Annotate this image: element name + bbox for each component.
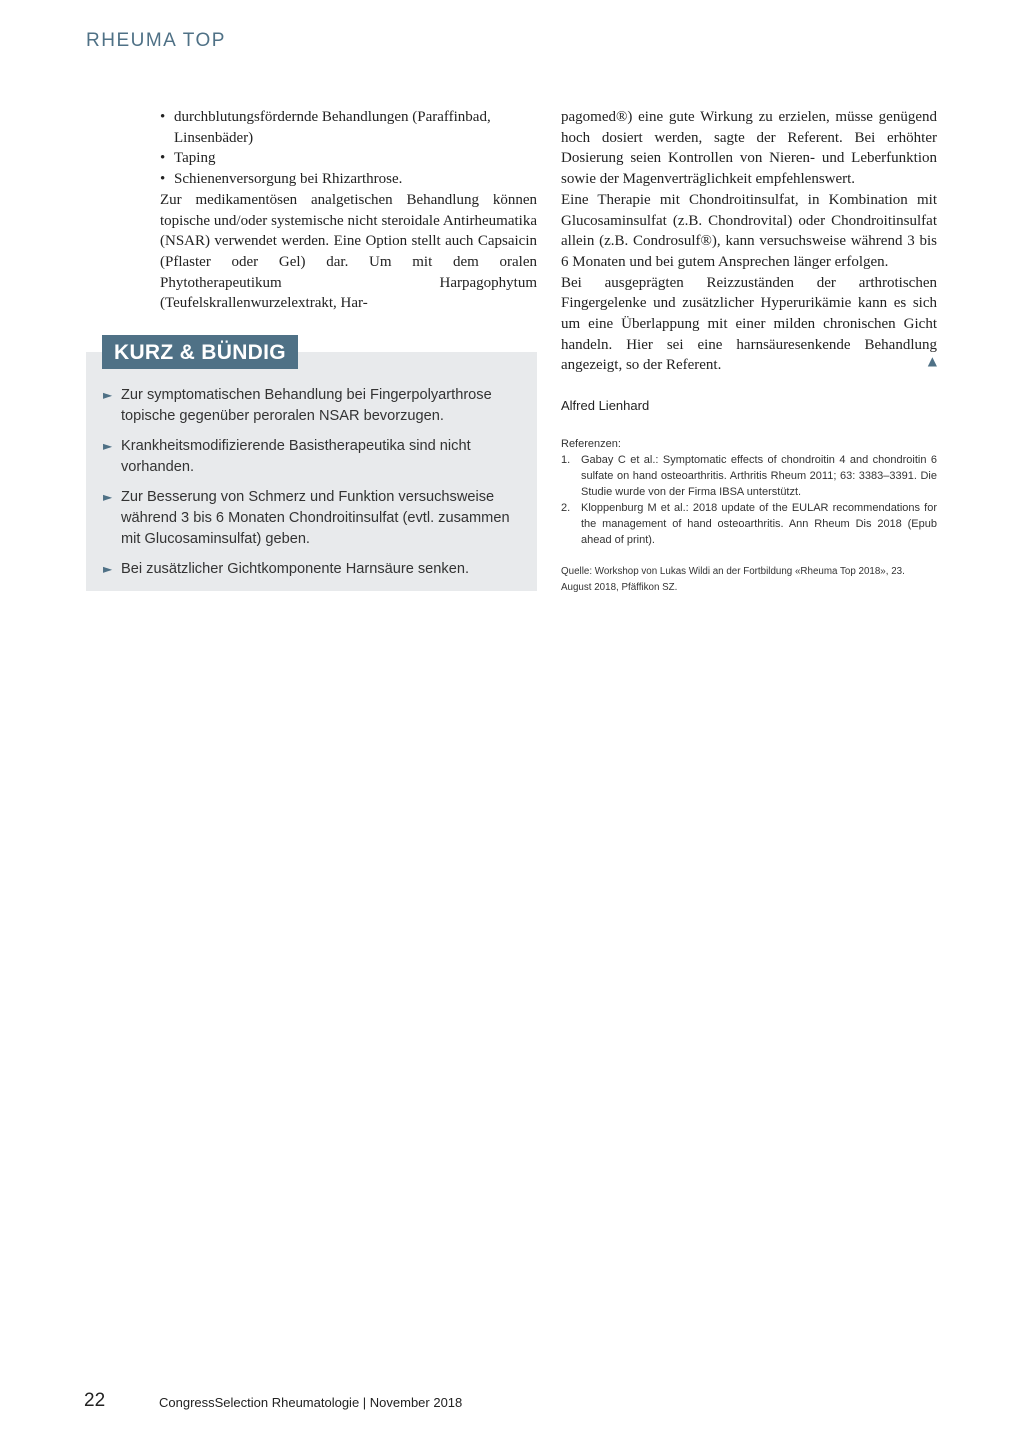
arrow-right-icon: ► xyxy=(103,490,113,504)
left-column xyxy=(160,107,537,314)
summary-box-title: KURZ & BÜNDIG xyxy=(102,335,298,369)
author-name: Alfred Lienhard xyxy=(561,398,650,413)
publication-info: CongressSelection Rheumatologie | November 2018 xyxy=(159,1395,463,1410)
body-paragraph: Bei ausgeprägten Reizzuständen der arthrotischen Fingergelenke und zusätzlicher Hyperurikämie kann es sich um eine Überlappung mit einer milden chronischen Gicht handeln. Hier sei eine harnsäuresenkende Behandlung angezeigt, so der Referent. xyxy=(561,274,937,374)
list-item: • Taping xyxy=(160,148,537,169)
references-list xyxy=(561,452,937,548)
body-paragraph: pagomed®) eine gute Wirkung zu erzielen, müsse genügend hoch dosiert werden, sagte der Referent. Bei erhöhter Dosierung seien Kontrollen von Nieren- und Leberfunktion sowie der Magenverträglichkeit empfehlenswert. xyxy=(561,109,937,188)
right-column xyxy=(561,107,937,376)
arrow-right-icon: ► xyxy=(103,388,113,402)
arrow-right-icon: ► xyxy=(103,562,113,576)
reference-item: 2. Kloppenburg M et al.: 2018 update of the EULAR recommendations for the management of hand osteoarthritis. Ann Rheum Dis 2018 (Epub ahead of print). xyxy=(561,502,937,546)
body-paragraph: Eine Therapie mit Chondroitinsulfat, in Kombination mit Glucosaminsulfat (z.B. Chondrovital) oder Chondroitinsulfat allein (z.B. Condrosulf®), kann versuchsweise während 3 bis 6 Monaten und bei gutem Ansprechen länger erfolgen. xyxy=(561,191,937,270)
summary-item: ► Krankheitsmodifizierende Basistherapeutika sind nicht vorhanden. xyxy=(103,438,471,475)
references-heading: Referenzen: xyxy=(561,438,621,450)
bullet-icon: • xyxy=(160,150,166,167)
bullet-icon: • xyxy=(160,171,166,188)
summary-list xyxy=(103,385,523,589)
reference-item: 1. Gabay C et al.: Symptomatic effects of chondroitin 4 and chondroitin 6 sulfate on hand osteoarthritis. Arthritis Rheum 2011; 63: 3383–3391. Die Studie wurde von der Firma IBSA unterstützt. xyxy=(561,454,937,498)
page-number: 22 xyxy=(84,1390,106,1411)
section-header: RHEUMA TOP xyxy=(86,30,226,51)
summary-item: ► Zur Besserung von Schmerz und Funktion versuchsweise während 3 bis 6 Monaten Chondroitinsulfat (evtl. zusammen mit Glucosaminsulfat) geben. xyxy=(103,489,510,547)
article-end-triangle-icon: ▲ xyxy=(927,354,937,369)
list-item: • durchblutungsfördernde Behandlungen (Paraffinbad, Linsenbäder) xyxy=(160,109,491,146)
body-paragraph: Zur medikamentösen analgetischen Behandlung können topische und/oder systemische nicht steroidale Antirheumatika (NSAR) verwendet werden. Eine Option stellt auch Capsaicin (Pflaster oder Gel) dar. Um mit dem oralen Phytotherapeutikum Harpagophytum (Teufelskrallenwurzelextrakt, Har- xyxy=(160,191,537,312)
arrow-right-icon: ► xyxy=(103,439,113,453)
summary-item: ► Bei zusätzlicher Gichtkomponente Harnsäure senken. xyxy=(103,559,523,580)
therapy-bullet-list xyxy=(160,107,537,190)
bullet-icon: • xyxy=(160,109,166,125)
closing-paragraph xyxy=(561,273,937,377)
references xyxy=(561,436,937,548)
source-note: Quelle: Workshop von Lukas Wildi an der Fortbildung «Rheuma Top 2018», 23. August 2018, Pfäffikon SZ. xyxy=(561,566,905,593)
summary-item: ► Zur symptomatischen Behandlung bei Fingerpolyarthrose topische gegenüber peroralen NSAR bevorzugen. xyxy=(103,387,492,424)
list-item: • Schienenversorgung bei Rhizarthrose. xyxy=(160,169,537,190)
